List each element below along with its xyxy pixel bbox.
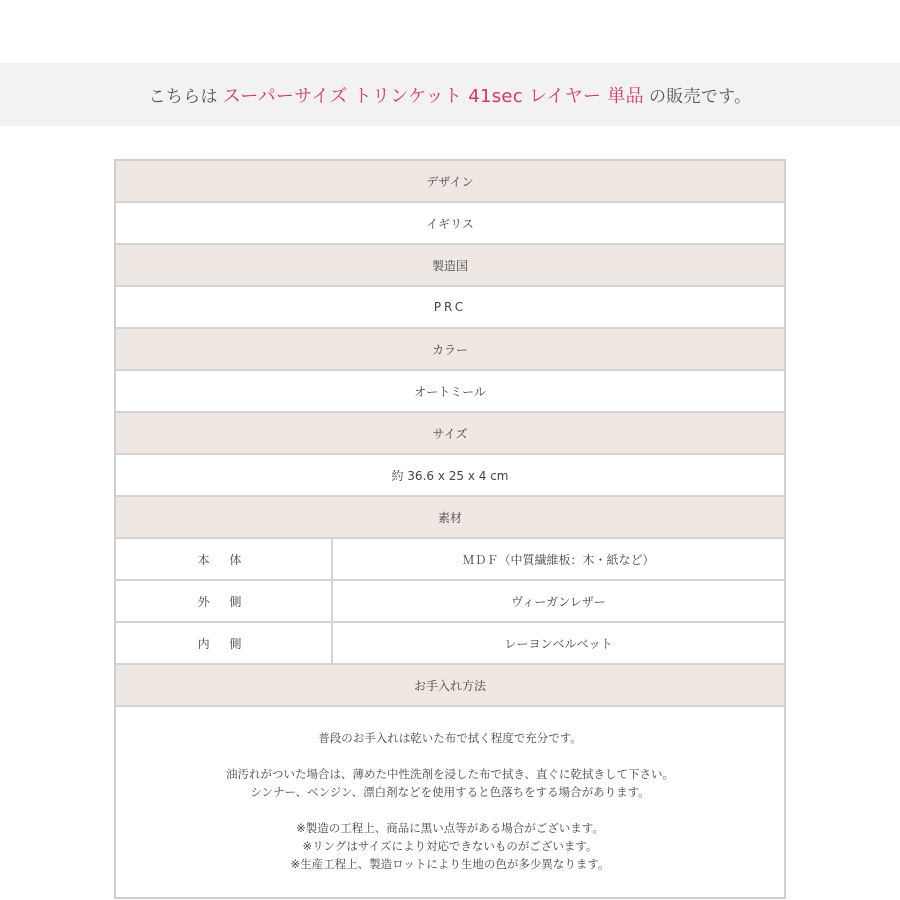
size-value: 約 36.6 x 25 x 4 cm bbox=[391, 468, 509, 483]
notice-suffix: の販売です。 bbox=[648, 87, 752, 107]
color-value: オートミール bbox=[414, 384, 486, 399]
care-paragraph bbox=[116, 729, 784, 747]
care-notes bbox=[116, 819, 784, 873]
material-value-text: ＭＤＦ（中質繊維板：木・紙など） bbox=[462, 552, 655, 567]
size-row bbox=[116, 455, 784, 497]
material-value-text: ヴィーガンレザー bbox=[511, 594, 606, 609]
material-row bbox=[116, 539, 784, 581]
origin-row bbox=[116, 287, 784, 329]
material-value bbox=[333, 581, 784, 621]
material-value bbox=[333, 539, 784, 579]
origin-value: PRC bbox=[433, 300, 467, 314]
color-header bbox=[116, 329, 784, 371]
color-row bbox=[116, 371, 784, 413]
care-text: 油汚れがついた場合は、薄めた中性洗剤を浸した布で拭き、直ぐに乾拭きして下さい。 bbox=[225, 767, 675, 781]
notice-prefix: こちらは bbox=[148, 87, 218, 107]
care-note: ※製造の工程上、商品に黒い点等がある場合がございます。 bbox=[296, 821, 604, 835]
material-value bbox=[333, 623, 784, 663]
material-part: 外 側 bbox=[116, 581, 333, 621]
care-instructions bbox=[116, 707, 784, 897]
design-label: デザイン bbox=[426, 174, 474, 189]
care-label: お手入れ方法 bbox=[413, 678, 486, 693]
size-label: サイズ bbox=[432, 426, 468, 441]
material-row bbox=[116, 581, 784, 623]
origin-header bbox=[116, 245, 784, 287]
care-header bbox=[116, 665, 784, 707]
care-text: シンナー、ベンジン、漂白剤などを使用すると色落ちをする場合があります。 bbox=[250, 785, 650, 799]
notice-product-name: スーパーサイズ トリンケット 41sec レイヤー 単品 bbox=[222, 85, 644, 107]
material-row bbox=[116, 623, 784, 665]
design-header bbox=[116, 161, 784, 203]
material-value-text: レーヨンベルベット bbox=[504, 636, 613, 651]
material-header bbox=[116, 497, 784, 539]
care-text: 普段のお手入れは乾いた布で拭く程度で充分です。 bbox=[318, 731, 582, 745]
spec-table bbox=[114, 159, 786, 899]
product-notice-banner bbox=[0, 63, 900, 126]
material-label: 素材 bbox=[437, 510, 462, 525]
design-value: イギリス bbox=[426, 216, 474, 231]
origin-label: 製造国 bbox=[431, 258, 468, 273]
material-part: 内 側 bbox=[116, 623, 333, 663]
material-part: 本 体 bbox=[116, 539, 333, 579]
design-row bbox=[116, 203, 784, 245]
care-note: ※生産工程上、製造ロットにより生地の色が多少異なります。 bbox=[290, 857, 610, 871]
size-header bbox=[116, 413, 784, 455]
color-label: カラー bbox=[431, 342, 468, 357]
care-note: ※リングはサイズにより対応できないものがございます。 bbox=[302, 839, 598, 853]
care-paragraph bbox=[116, 765, 784, 801]
